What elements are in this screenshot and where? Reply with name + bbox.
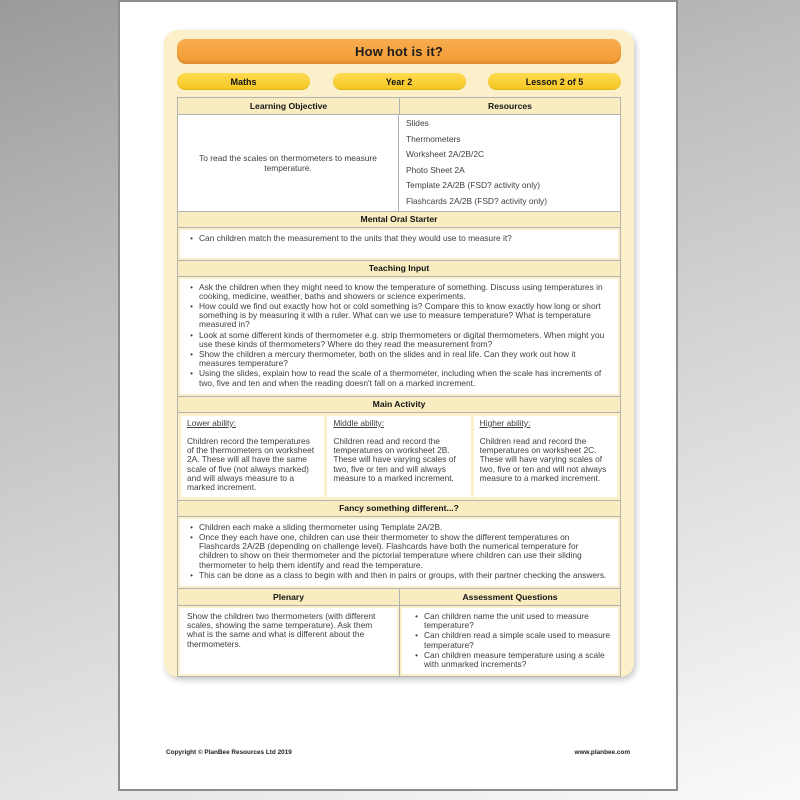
higher-ability-text: Children read and record the temperatures on worksheet 2C. These will have varying scales of two, five or ten and will not always measure to a marked increment.: [479, 436, 607, 483]
lesson-plan-card: [164, 30, 634, 677]
subject-pill: Maths: [177, 73, 310, 90]
teaching-input-bullet: • How could we find out exactly how hot or cold something is? Compare this to know exactly how long or short something is by measuring it with a ruler. What can we use to measure temperature? What is temperature measured in?: [184, 302, 610, 330]
resource-item: Photo Sheet 2A: [406, 164, 465, 175]
objective-resources-content-row: [178, 115, 620, 212]
year-pill: Year 2: [333, 73, 466, 90]
lesson-plan-table: [177, 97, 621, 677]
bullet-marker-icon: •: [190, 522, 193, 532]
plenary-cell: [178, 606, 399, 676]
copyright-text: Copyright © PlanBee Resources Ltd 2019: [166, 749, 292, 756]
fsd-bullet: • This can be done as a class to begin with and then in pairs or groups, with their partner checking the answers.: [184, 571, 610, 580]
bullet-marker-icon: •: [190, 233, 193, 243]
teaching-input-bullet: • Using the slides, explain how to read the scale of a thermometer, including when the scale has increments of two, five and ten and when the reading doesn't fall on a marked increment.: [184, 369, 610, 387]
assessment-question-bullet: • Can children measure temperature using a scale with unmarked increments?: [409, 651, 611, 669]
resource-item: Worksheet 2A/2B/2C: [406, 149, 485, 160]
resources-list: [399, 115, 620, 211]
assessment-question-bullet: • Can children name the unit used to measure temperature?: [409, 612, 611, 630]
middle-ability-label: Middle ability:: [333, 417, 385, 428]
bullet-marker-icon: •: [190, 330, 193, 340]
assessment-questions-header: Assessment Questions: [399, 589, 620, 605]
lower-ability-label: Lower ability:: [187, 417, 236, 428]
assessment-question-bullet: • Can children read a simple scale used to measure temperature?: [409, 631, 611, 649]
page-footer: [166, 749, 630, 756]
learning-objective-text: To read the scales on thermometers to measure temperature.: [178, 115, 399, 211]
main-activity-header: Main Activity: [178, 397, 620, 413]
page-title: How hot is it?: [354, 44, 443, 59]
bullet-marker-icon: •: [190, 369, 193, 379]
higher-ability-column: [474, 416, 617, 497]
bullet-marker-icon: •: [190, 282, 193, 292]
fsd-bullet: • Once they each have one, children can use their thermometer to show the different temperatures on Flashcards 2A/2B (depending on challenge level). Flashcards have both the numerical temperature for children to show on their thermometer and the pictorial temperature where children can use their sliding thermometer to help them identify and read the temperature.: [184, 533, 610, 570]
plenary-assessment-content-row: [178, 606, 620, 676]
bullet-marker-icon: •: [415, 650, 418, 660]
fsd-bullet: • Children each make a sliding thermometer using Template 2A/2B.: [184, 523, 610, 532]
lesson-number-pill: Lesson 2 of 5: [488, 73, 621, 90]
resource-item: Flashcards 2A/2B (FSD? activity only): [406, 195, 548, 206]
bullet-marker-icon: •: [190, 349, 193, 359]
middle-ability-text: Children read and record the temperatures on worksheet 2B. These will have varying scales of two, five or ten and will always measure to a marked increment.: [333, 436, 456, 483]
resources-header: Resources: [399, 98, 620, 114]
bullet-marker-icon: •: [415, 631, 418, 641]
website-link[interactable]: www.planbee.com: [574, 749, 630, 756]
mental-oral-starter-header: Mental Oral Starter: [178, 212, 620, 228]
higher-ability-label: Higher ability:: [479, 417, 531, 428]
resource-item: Slides: [406, 118, 429, 128]
learning-objective-header: Learning Objective: [249, 101, 328, 111]
bullet-marker-icon: •: [190, 533, 193, 542]
teaching-input-bullet: • Look at some different kinds of thermometer e.g. strip thermometers or digital thermometers. When might you use these kinds of thermometers? Where do they read the measurement from?: [184, 331, 610, 349]
bullet-marker-icon: •: [190, 301, 193, 311]
lesson-meta-row: [177, 73, 621, 90]
lower-ability-column: [181, 416, 324, 497]
lesson-title-banner: [177, 39, 621, 64]
assessment-questions-cell: [399, 606, 620, 676]
teaching-input-bullet: • Ask the children when they might need to know the temperature of something. Discuss using temperatures in cooking, medicine, weather, baths and showers or science experiments.: [184, 283, 610, 301]
teaching-input-section: [178, 277, 620, 397]
main-activity-section: [178, 413, 620, 501]
document-page: [118, 0, 678, 791]
lower-ability-text: Children record the temperatures of the thermometers on worksheet 2A. These will all have the same scale of five (not always marked) and will always measure to a marked increment.: [187, 436, 315, 493]
mental-oral-starter-section: [178, 228, 620, 261]
fancy-something-different-section: [178, 517, 620, 589]
plenary-assessment-header-row: [178, 589, 620, 606]
plenary-text: Show the children two thermometers (with different scales, showing the same temperature). Ask them what is the same and what is different about the thermometers.: [180, 608, 397, 674]
objective-resources-header-row: [178, 98, 620, 115]
plenary-header: Plenary: [272, 592, 305, 603]
bullet-marker-icon: •: [190, 570, 193, 580]
teaching-input-header: Teaching Input: [178, 261, 620, 277]
teaching-input-bullet: • Show the children a mercury thermometer, both on the slides and in real life. Can they work out how it measures temperature?: [184, 350, 610, 368]
resource-item: Template 2A/2B (FSD? activity only): [406, 180, 541, 191]
resource-item: Thermometers: [406, 133, 461, 144]
starter-bullet: • Can children match the measurement to the units that they would use to measure it?: [184, 234, 610, 243]
middle-ability-column: [327, 416, 470, 497]
fancy-something-different-header: Fancy something different...?: [178, 501, 620, 517]
bullet-marker-icon: •: [415, 612, 418, 622]
